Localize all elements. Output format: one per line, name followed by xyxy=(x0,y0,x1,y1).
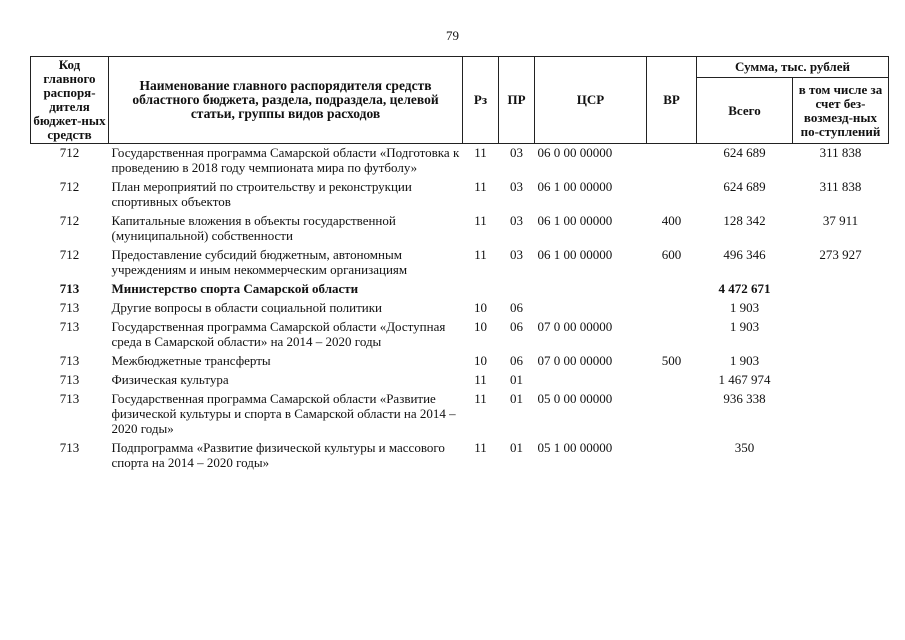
cell-total: 4 472 671 xyxy=(718,281,771,296)
cell-vr xyxy=(647,371,697,390)
cell-vr xyxy=(647,144,697,179)
cell-code: 713 xyxy=(59,300,80,315)
cell-name: План мероприятий по строительству и реконструкции спортивных объектов xyxy=(111,179,412,209)
cell-vr: 500 xyxy=(661,353,682,368)
cell-name: Министерство спорта Самарской области xyxy=(111,281,359,296)
table-row xyxy=(31,144,889,179)
cell-grant xyxy=(793,299,889,318)
cell-grant: 273 927 xyxy=(819,247,862,262)
cell-grant: 37 911 xyxy=(822,213,859,228)
cell-csr: 05 0 00 00000 xyxy=(537,391,613,406)
cell-rz: 10 xyxy=(474,319,487,334)
cell-rz: 11 xyxy=(474,145,487,160)
cell-code: 712 xyxy=(59,247,80,262)
cell-name: Государственная программа Самарской области «Доступная среда в Самарской области» на 2014 – 2020 годы xyxy=(111,319,446,349)
cell-grant xyxy=(793,280,889,299)
cell-rz: 11 xyxy=(474,440,487,455)
cell-total: 1 467 974 xyxy=(718,372,771,387)
table-row xyxy=(31,299,889,318)
cell-code: 712 xyxy=(59,145,80,160)
cell-pr: 06 xyxy=(510,319,523,334)
table-row-ministry xyxy=(31,280,889,299)
cell-grant xyxy=(793,318,889,352)
cell-rz: 11 xyxy=(474,247,487,262)
cell-csr xyxy=(535,299,647,318)
cell-vr xyxy=(647,439,697,473)
header-csr: ЦСР xyxy=(535,57,647,144)
header-pr: ПР xyxy=(499,57,535,144)
cell-total: 936 338 xyxy=(723,391,766,406)
cell-csr: 06 1 00 00000 xyxy=(537,213,613,228)
table-row xyxy=(31,178,889,212)
page-number: 79 xyxy=(446,28,459,43)
header-grant: в том числе за счет без-возмезд-ных по-ступлений xyxy=(793,78,889,144)
cell-name: Межбюджетные трансферты xyxy=(111,353,271,368)
cell-vr xyxy=(647,280,697,299)
cell-name: Подпрограмма «Развитие физической культуры и массового спорта на 2014 – 2020 годы» xyxy=(111,440,445,470)
cell-grant xyxy=(793,439,889,473)
cell-total: 1 903 xyxy=(729,319,760,334)
cell-rz: 11 xyxy=(474,391,487,406)
cell-rz: 10 xyxy=(474,300,487,315)
cell-pr: 01 xyxy=(510,440,523,455)
cell-grant xyxy=(793,390,889,439)
cell-csr xyxy=(535,280,647,299)
cell-csr: 06 0 00 00000 xyxy=(537,145,613,160)
cell-grant xyxy=(793,371,889,390)
cell-pr: 03 xyxy=(510,145,523,160)
cell-vr: 400 xyxy=(661,213,682,228)
cell-pr: 06 xyxy=(510,353,523,368)
header-sum-group: Сумма, тыс. рублей xyxy=(697,57,889,78)
cell-csr: 05 1 00 00000 xyxy=(537,440,613,455)
cell-pr: 03 xyxy=(510,247,523,262)
cell-code: 712 xyxy=(59,179,80,194)
cell-pr: 03 xyxy=(510,179,523,194)
cell-code: 713 xyxy=(59,353,80,368)
budget-table xyxy=(30,56,889,473)
cell-name: Предоставление субсидий бюджетным, автономным учреждениям и иным некоммерческим организациям xyxy=(111,247,408,277)
cell-vr xyxy=(647,299,697,318)
cell-csr: 06 1 00 00000 xyxy=(537,179,613,194)
header-vr: ВР xyxy=(647,57,697,144)
cell-code: 713 xyxy=(59,440,80,455)
cell-csr: 07 0 00 00000 xyxy=(537,319,613,334)
cell-rz: 11 xyxy=(474,372,487,387)
header-rz: Рз xyxy=(463,57,499,144)
table-row xyxy=(31,439,889,473)
cell-total: 128 342 xyxy=(723,213,766,228)
cell-grant xyxy=(793,352,889,371)
cell-grant: 311 838 xyxy=(819,179,862,194)
cell-rz xyxy=(463,280,499,299)
cell-code: 712 xyxy=(59,213,80,228)
cell-pr: 01 xyxy=(510,372,523,387)
cell-total: 1 903 xyxy=(729,300,760,315)
cell-csr xyxy=(535,371,647,390)
cell-name: Государственная программа Самарской области «Развитие физической культуры и спорта в Самарской области на 2014 – 2020 годы» xyxy=(111,391,456,436)
table-row xyxy=(31,371,889,390)
cell-pr xyxy=(499,280,535,299)
cell-vr: 600 xyxy=(661,247,682,262)
cell-code: 713 xyxy=(59,391,80,406)
cell-rz: 11 xyxy=(474,179,487,194)
cell-vr xyxy=(647,178,697,212)
cell-vr xyxy=(647,390,697,439)
cell-total: 496 346 xyxy=(723,247,766,262)
cell-csr: 06 1 00 00000 xyxy=(537,247,613,262)
cell-rz: 11 xyxy=(474,213,487,228)
cell-csr: 07 0 00 00000 xyxy=(537,353,613,368)
table-header xyxy=(31,57,889,144)
cell-pr: 03 xyxy=(510,213,523,228)
table-row xyxy=(31,212,889,246)
table-row xyxy=(31,390,889,439)
header-name: Наименование главного распорядителя средств областного бюджета, раздела, подраздела, целевой статьи, группы видов расходов xyxy=(109,57,463,144)
cell-code: 713 xyxy=(59,319,80,334)
cell-vr xyxy=(647,318,697,352)
cell-total: 1 903 xyxy=(729,353,760,368)
cell-total: 350 xyxy=(734,440,755,455)
cell-name: Физическая культура xyxy=(111,372,229,387)
header-total: Всего xyxy=(697,78,793,144)
cell-total: 624 689 xyxy=(723,145,766,160)
cell-grant: 311 838 xyxy=(819,145,862,160)
cell-pr: 06 xyxy=(510,300,523,315)
cell-rz: 10 xyxy=(474,353,487,368)
cell-name: Капитальные вложения в объекты государственной (муниципальной) собственности xyxy=(111,213,396,243)
cell-name: Государственная программа Самарской области «Подготовка к проведению в 2018 году чемпионата мира по футболу» xyxy=(111,145,460,175)
cell-code: 713 xyxy=(59,281,80,296)
cell-name: Другие вопросы в области социальной политики xyxy=(111,300,382,315)
table-row xyxy=(31,352,889,371)
table-row xyxy=(31,318,889,352)
cell-code: 713 xyxy=(59,372,80,387)
cell-total: 624 689 xyxy=(723,179,766,194)
cell-pr: 01 xyxy=(510,391,523,406)
table-row xyxy=(31,246,889,280)
header-code: Код главного распоря-дителя бюджет-ных средств xyxy=(31,57,109,144)
